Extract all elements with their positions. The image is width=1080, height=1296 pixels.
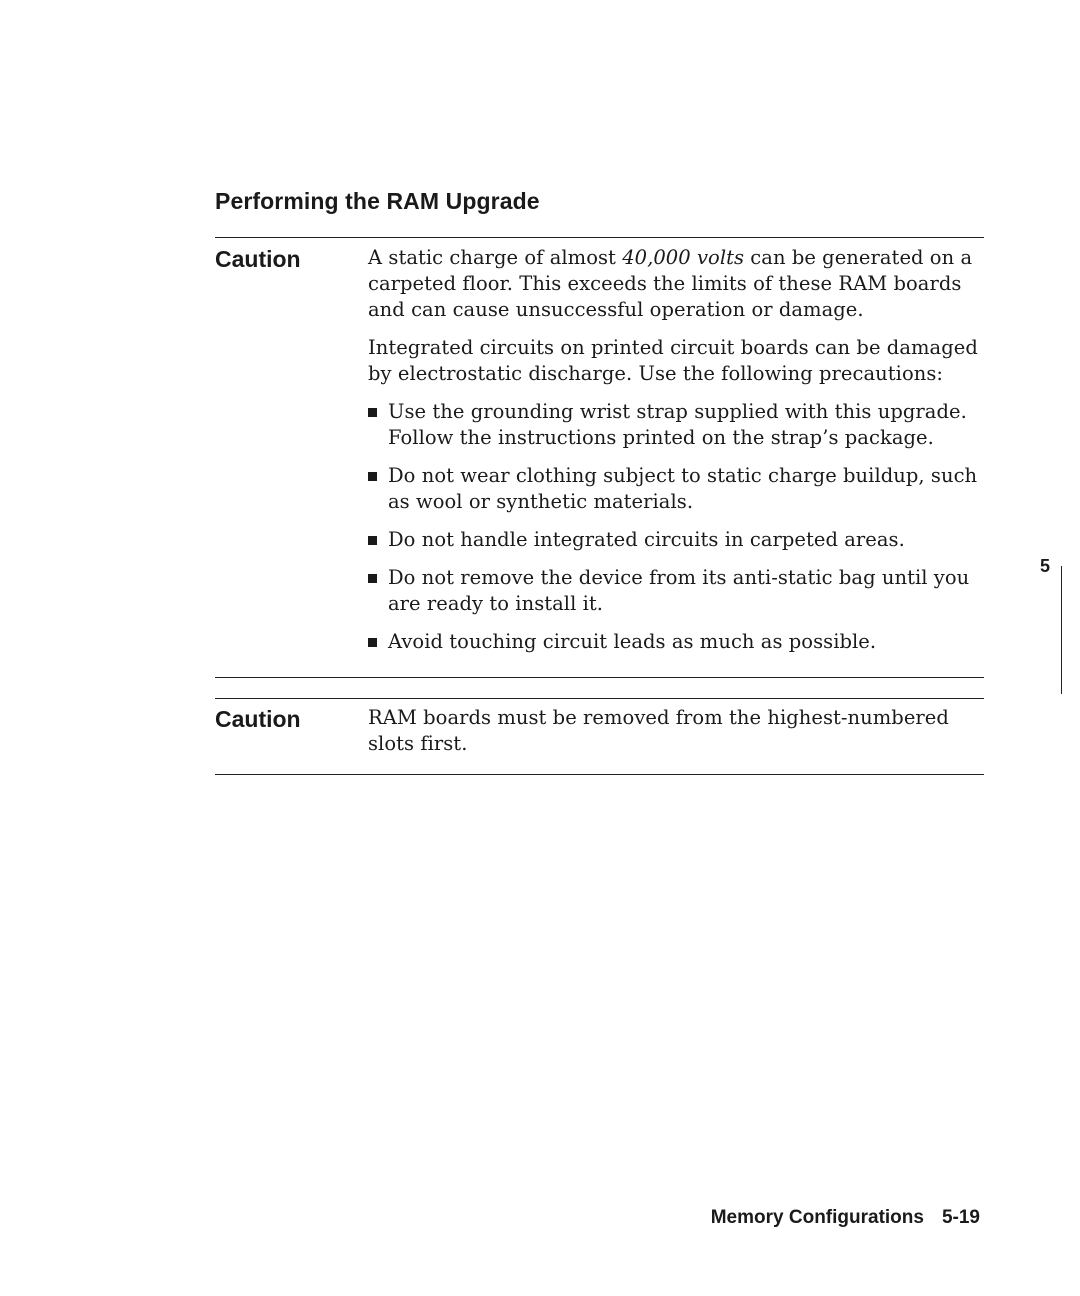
caution-paragraph — [368, 245, 988, 323]
caution-bottom-rule — [215, 774, 984, 775]
caution-top-rule — [215, 698, 984, 699]
caution-paragraph: RAM boards must be removed from the highest-numbered slots first. — [368, 706, 949, 755]
caution-text: can be generated on a carpeted floor. This exceeds the limits of these RAM boards and can cause unsuccessful operation or damage. — [368, 246, 973, 321]
caution-top-rule — [215, 237, 984, 238]
chapter-tab-number: 5 — [1040, 556, 1051, 576]
caution-label: Caution — [215, 246, 301, 272]
square-bullet-icon — [368, 638, 377, 647]
list-item-text: Do not wear clothing subject to static charge buildup, such as wool or synthetic materials. — [388, 464, 978, 513]
list-item — [368, 463, 988, 515]
precautions-list — [368, 399, 988, 655]
square-bullet-icon — [368, 408, 377, 417]
chapter-tab-bar — [1061, 566, 1062, 694]
footer-chapter-title: Memory Configurations — [710, 1207, 924, 1228]
list-item — [368, 629, 988, 655]
emphasis-text: 40,000 volts — [622, 246, 745, 269]
list-item-text: Do not remove the device from its anti-static bag until you are ready to install it. — [388, 566, 970, 615]
caution-text: A static charge of almost — [368, 246, 623, 269]
square-bullet-icon — [368, 574, 377, 583]
list-item-text: Use the grounding wrist strap supplied with this upgrade. Follow the instructions printed on the strap’s package. — [388, 400, 967, 449]
caution-bottom-rule — [215, 677, 984, 678]
list-item-text: Avoid touching circuit leads as much as possible. — [388, 630, 877, 653]
page-footer — [711, 1207, 980, 1229]
square-bullet-icon — [368, 536, 377, 545]
caution-body — [368, 705, 988, 769]
footer-page-number: 5-19 — [941, 1207, 980, 1228]
section-title: Performing the RAM Upgrade — [215, 188, 540, 214]
list-item — [368, 399, 988, 451]
list-item — [368, 527, 988, 553]
list-item — [368, 565, 988, 617]
list-item-text: Do not handle integrated circuits in carpeted areas. — [388, 528, 905, 551]
caution-label: Caution — [215, 706, 301, 732]
caution-body — [368, 245, 988, 667]
square-bullet-icon — [368, 472, 377, 481]
caution-paragraph: Integrated circuits on printed circuit boards can be damaged by electrostatic discharge. Use the following precautions: — [368, 336, 978, 385]
